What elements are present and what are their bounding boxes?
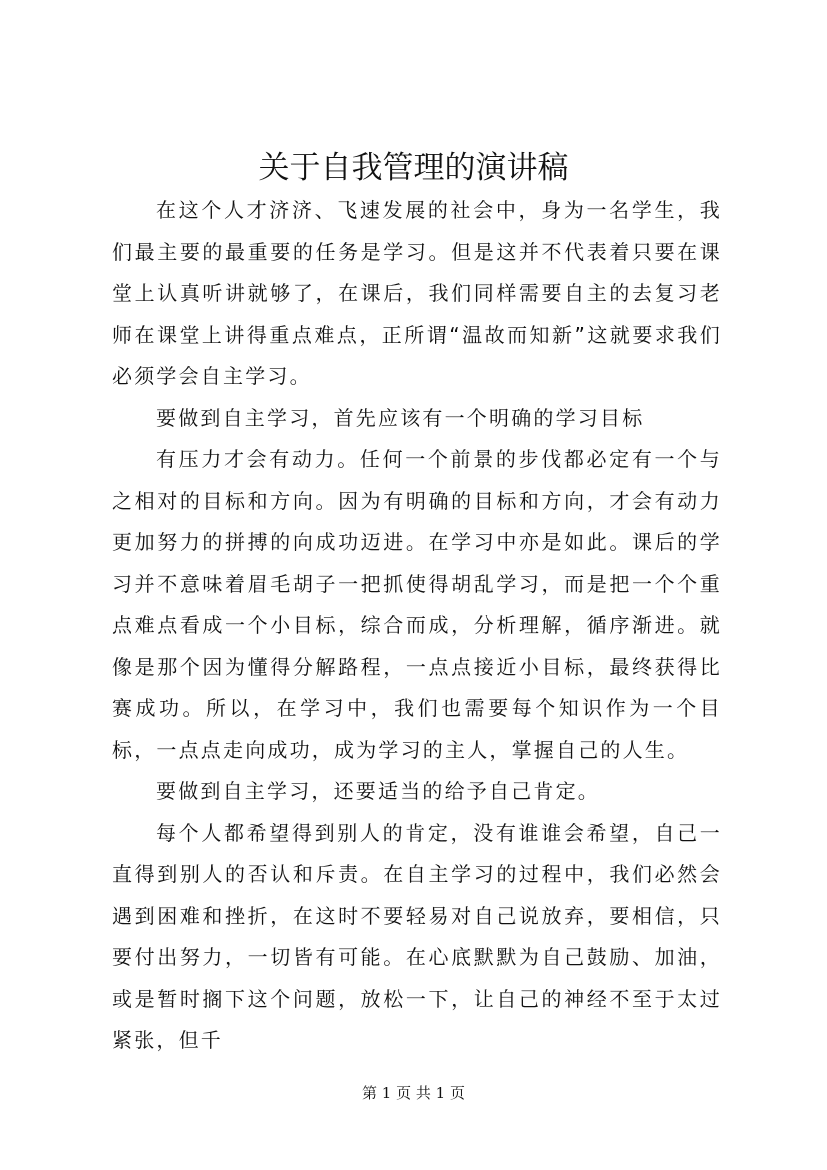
document-body: [112, 190, 722, 1062]
paragraph-5: 每个人都希望得到别人的肯定，没有谁谁会希望，自己一直得到别人的否认和斥责。在自主学习的过程中，我们必然会遇到困难和挫折，在这时不要轻易对自己说放弃，要相信，只要付出努力，一切皆有可能。在心底默默为自己鼓励、加油，或是暂时搁下这个问题，放松一下，让自己的神经不至于太过紧张，但千: [112, 820, 722, 1052]
paragraph-1: 在这个人才济济、飞速发展的社会中，身为一名学生，我们最主要的最重要的任务是学习。但是这并不代表着只要在课堂上认真听讲就够了，在课后，我们同样需要自主的去复习老师在课堂上讲得重点难点，正所谓“温故而知新”这就要求我们必须学会自主学习。: [112, 198, 722, 388]
paragraph-3: 有压力才会有动力。任何一个前景的步伐都必定有一个与之相对的目标和方向。因为有明确的目标和方向，才会有动力更加努力的拼搏的向成功迈进。在学习中亦是如此。课后的学习并不意味着眉毛胡子一把抓使得胡乱学习，而是把一个个重点难点看成一个小目标，综合而成，分析理解，循序渐进。就像是那个因为懂得分解路程，一点点接近小目标，最终获得比赛成功。所以，在学习中，我们也需要每个知识作为一个目标，一点点走向成功，成为学习的主人，掌握自己的人生。: [112, 447, 722, 762]
document-title: 关于自我管理的演讲稿: [258, 150, 569, 186]
paragraph-4: 要做到自主学习，还要适当的给予自己肯定。: [156, 779, 600, 803]
page-footer: 第 1 页 共 1 页: [362, 1084, 465, 1102]
paragraph-2: 要做到自主学习，首先应该有一个明确的学习目标: [156, 405, 645, 430]
